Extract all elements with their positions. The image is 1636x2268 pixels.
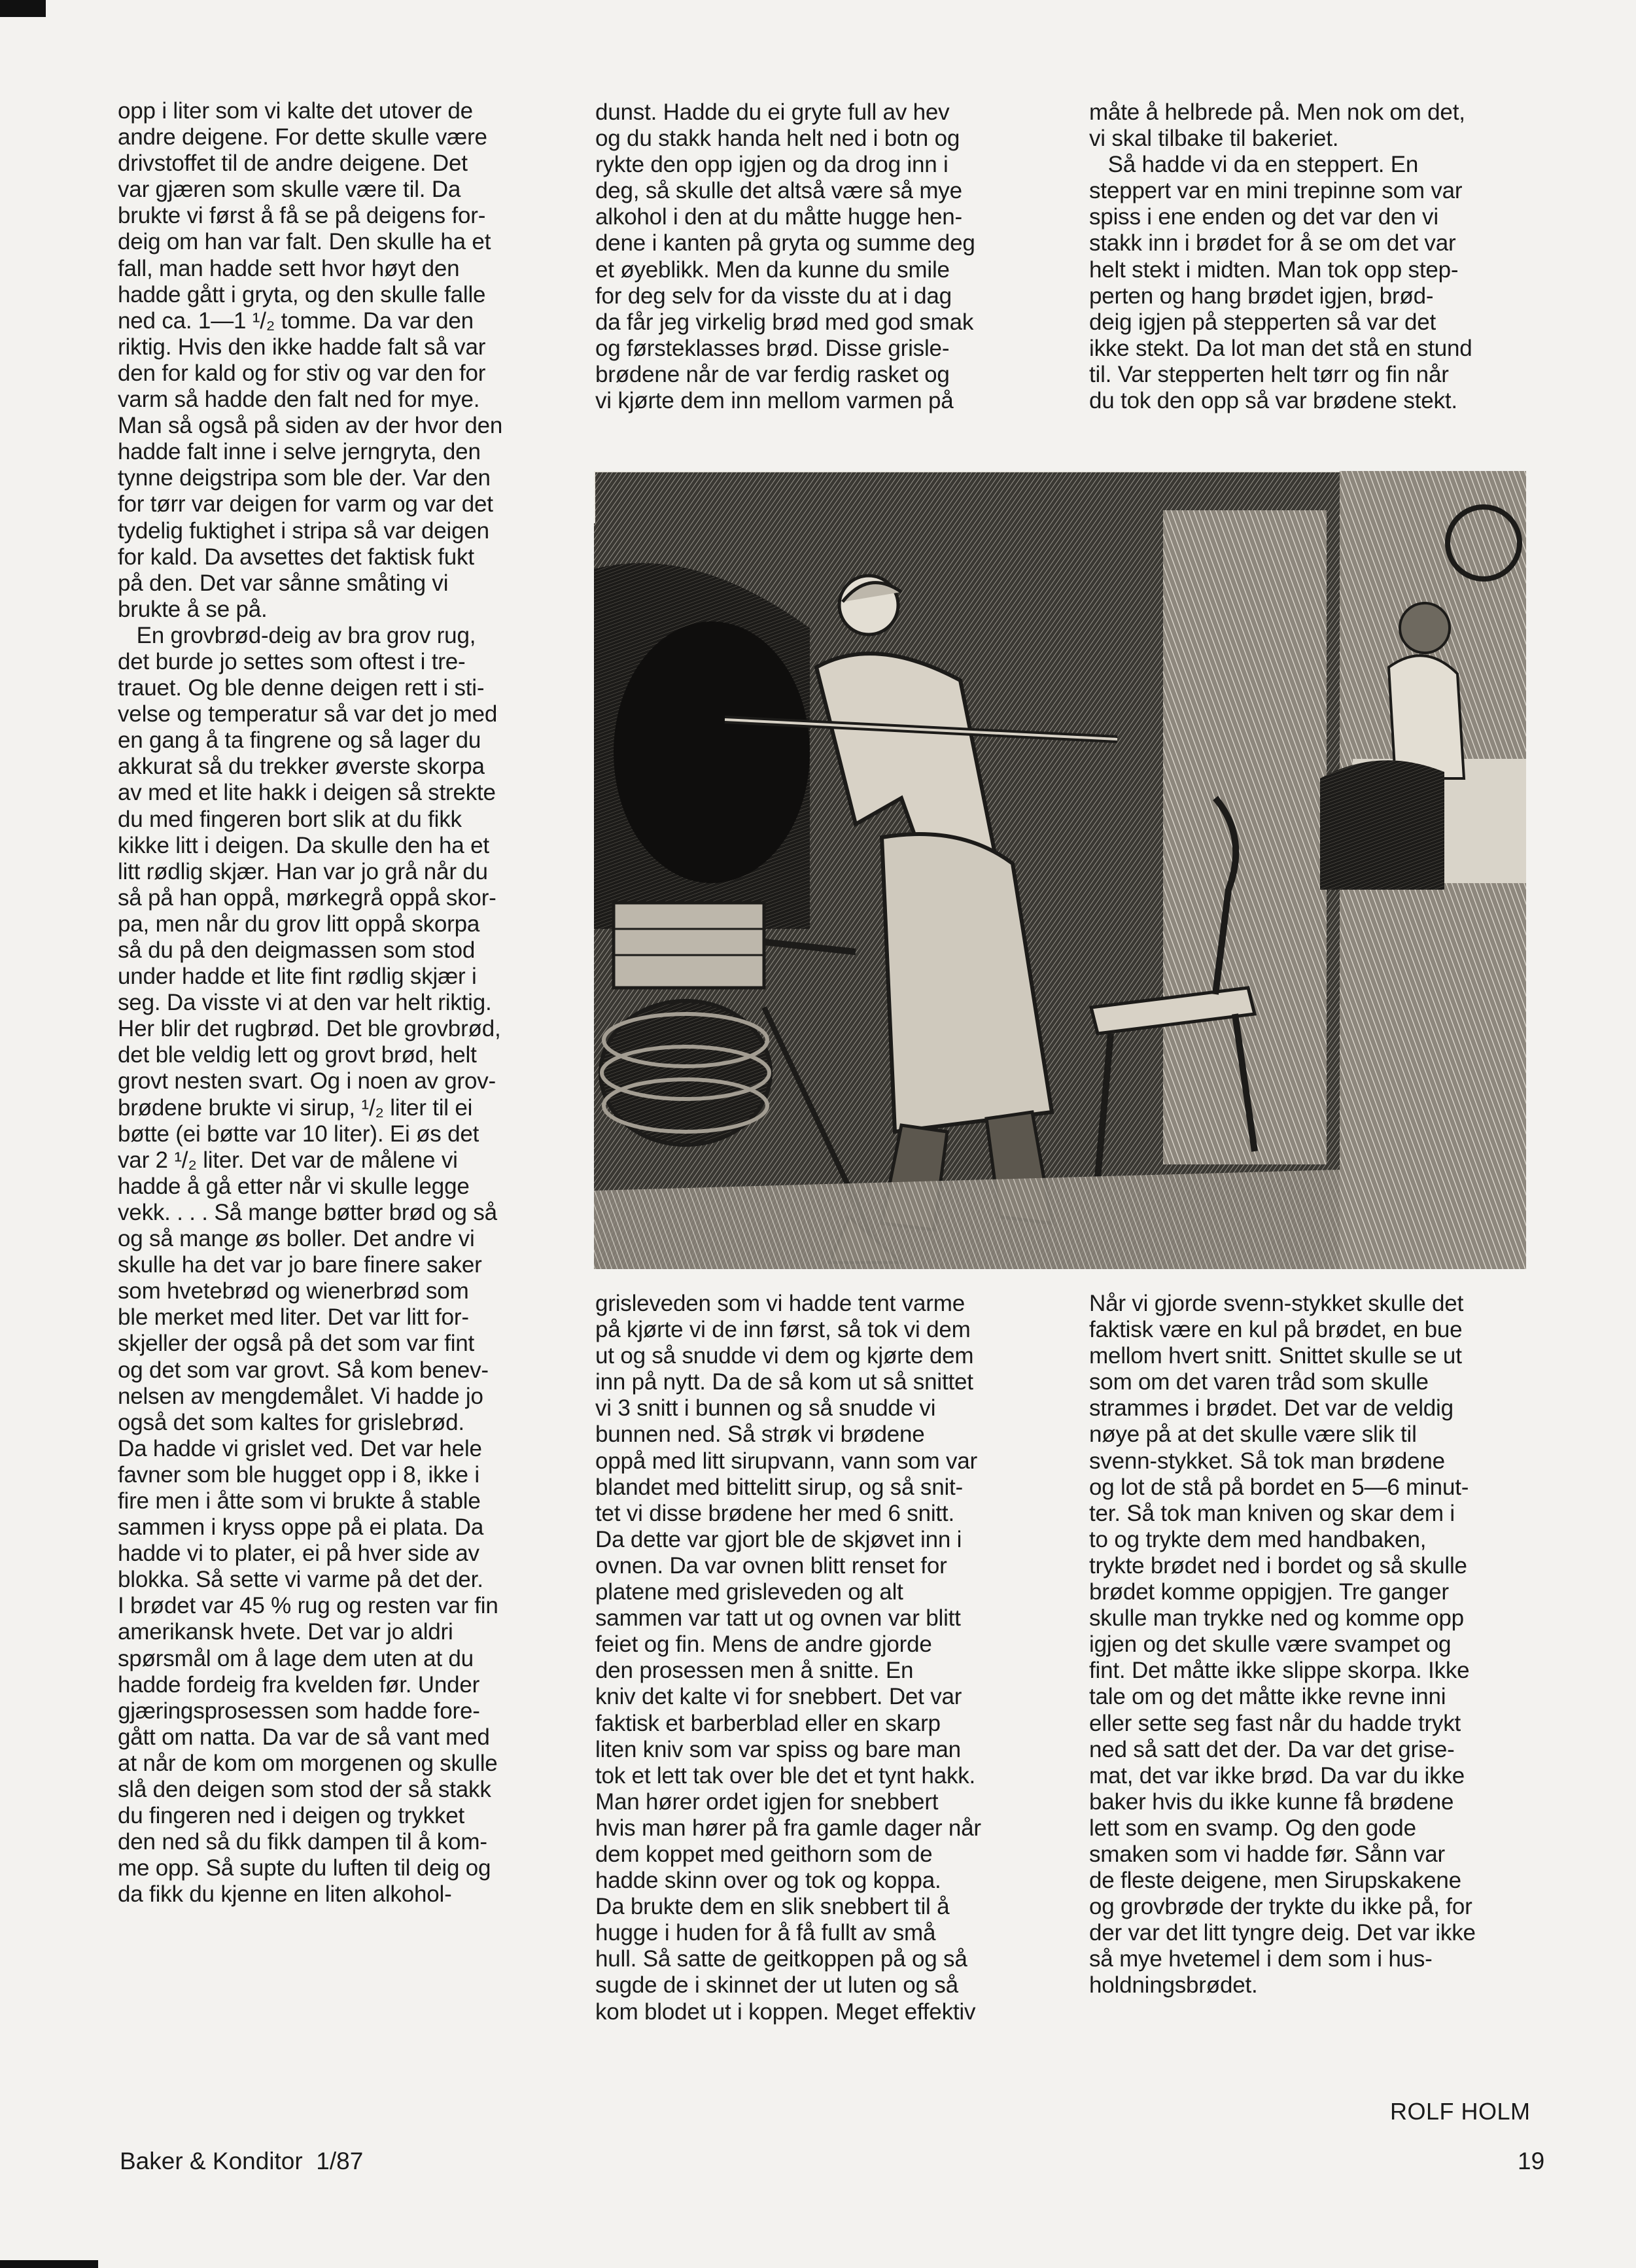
article-column-3-bottom: Når vi gjorde svenn-stykket skulle det faktisk være en kul på brødet, en bue mellom hvert snitt. Snittet skulle se ut som om det varen tråd som skulle strammes i brødet. Det var de veldig nøye på at det skulle være slik til svenn-stykket. Så tok man brødene og lot de stå på bordet en 5—6 minut- ter. Så tok man kniven og skar dem i to og trykte dem med handbaken, trykte brødet ned i bordet og så skulle brødet komme oppigjen. Tre ganger skulle man trykke ned og komme opp igjen og det skulle være svampet og fint. Det måtte ikke slippe skorpa. Ikke tale om og det måtte ikke revne inni eller sette seg fast når du hadde trykt ned så satt det der. Da var det grise- mat, det var ikke brød. Da var du ikke baker hvis du ikke kunne få brødene lett som en svamp. Og den gode smaken som vi hadde før. Sånn var de fleste deigene, men Sirupskakene og grovbrøde der trykte du ikke på, for der var det litt tyngre deig. Det var ikke så mye hvetemel i dem som i hus- holdningsbrødet.	[1089, 1291, 1476, 1998]
scan-edge-mark	[0, 0, 46, 17]
article-column-1: opp i liter som vi kalte det utover de andre deigene. For dette skulle være drivstoffet til de andre deigene. Det var gjæren som skulle være til. Da brukte vi først å få se på deigens for- deig om han var falt. Den skulle ha et fall, man hadde sett hvor høyt den hadde gått i gryta, og den skulle falle ned ca. 1—1 ¹/₂ tomme. Da var den riktig. Hvis den ikke hadde falt så var den for kald og for stiv og var den for varm så hadde den falt ned for mye. Man så også på siden av der hvor den hadde falt inne i selve jerngryta, den tynne deigstripa som ble der. Var den for tørr var deigen for varm og var det tydelig fuktighet i stripa så var deigen for kald. Da avsettes det faktisk fukt på den. Det var sånne småting vi brukte å se på. En grovbrød-deig av bra grov rug, det burde jo settes som oftest i tre- trauet. Og ble denne deigen rett i sti- velse og temperatur så var det jo med en gang å ta fingrene og så lager du akkurat så du trekker øverste skorpa av med et lite hakk i deigen så strekte du med fingeren bort slik at du fikk kikke litt i deigen. Da skulle den ha et litt rødlig skjær. Han var jo grå når du så på han oppå, mørkegrå oppå skor- pa, men når du grov litt oppå skorpa så du på den deigmassen som stod under hadde et lite fint rødlig skjær i seg. Da visste vi at den var helt riktig. Her blir det rugbrød. Det ble grovbrød, det ble veldig lett og grovt brød, helt grovt nesten svart. Og i noen av grov- brødene brukte vi sirup, ¹/₂ liter til ei bøtte (ei bøtte var 10 liter). Ei øs det var 2 ¹/₂ liter. Det var de målene vi hadde å gå etter når vi skulle legge vekk. . . . Så mange bøtter brød og så og så mange øs boller. Det andre vi skulle ha det var jo bare finere saker som hvetebrød og wienerbrød som ble merket med liter. Det var litt for- skjeller der også på det som var fint og det som var grovt. Så kom benev- nelsen av mengdemålet. Vi hadde jo også det som kaltes for grislebrød. Da hadde vi grislet ved. Det var hele favner som ble hugget opp i 8, ikke i fire men i åtte som vi brukte å stable sammen i kryss oppe på ei plata. Da hadde vi to plater, ei på hver side av blokka. Så sette vi varme på det der. I brødet var 45 % rug og resten var fin amerikansk hvete. Det var jo aldri spørsmål om å lage dem uten at du hadde fordeig fra kvelden før. Under gjæringsprosessen som hadde fore- gått om natta. Da var de så vant med at når de kom om morgenen og skulle slå den deigen som stod der så stakk du fingeren ned i deigen og trykket den ned så du fikk dampen til å kom- me opp. Så supte du luften til deig og da fikk du kjenne en liten alkohol-	[118, 98, 503, 1908]
article-column-2-top: dunst. Hadde du ei gryte full av hev og du stakk handa helt ned i botn og rykte den opp igjen og da drog inn i deg, så skulle det altså være så mye alkohol i den at du måtte hugge hen- dene i kanten på gryta og summe deg et øyeblikk. Men da kunne du smile for deg selv for da visste du at i dag da får jeg virkelig brød med god smak og førsteklasses brød. Disse grisle- brødene når de var ferdig rasket og vi kjørte dem inn mellom varmen på	[595, 99, 975, 414]
article-column-2-bottom: grisleveden som vi hadde tent varme på kjørte vi de inn først, så tok vi dem ut og så snudde vi dem og kjørte dem inn på nytt. Da de så kom ut så snittet vi 3 snitt i bunnen og så snudde vi bunnen ned. Så strøk vi brødene oppå med litt sirupvann, vann som var blandet med bittelitt sirup, og så snit- tet vi disse brødene her med 6 snitt. Da dette var gjort ble de skjøvet inn i ovnen. Da var ovnen blitt renset for platene med grisleveden og alt sammen var tatt ut og ovnen var blitt feiet og fin. Mens de andre gjorde den prosessen men å snitte. En kniv det kalte vi for snebbert. Det var faktisk et barberblad eller en skarp liten kniv som var spiss og bare man tok et lett tak over ble det et tynt hakk. Man hører ordet igjen for snebbert hvis man hører på fra gamle dager når dem koppet med geithorn som de hadde skinn over og tok og koppa. Da brukte dem en slik snebbert til å hugge i huden for å få fullt av små hull. Så satte de geitkoppen på og så sugde de i skinnet der ut luten og så kom blodet ut i koppen. Meget effektiv	[595, 1291, 981, 2025]
bakery-engraving-illustration	[594, 471, 1526, 1269]
scan-edge-mark-bottom	[0, 2260, 98, 2268]
publication-footer: Baker & Konditor 1/87	[120, 2148, 364, 2174]
article-column-3-top: måte å helbrede på. Men nok om det, vi skal tilbake til bakeriet. Så hadde vi da en steppert. En steppert var en mini trepinne som var spiss i ene enden og det var den vi stakk inn i brødet for å se om det var helt stekt i midten. Man tok opp step- perten og hang brødet igjen, brød- deig igjen på stepperten så var det ikke stekt. Da lot man det stå en stund til. Var stepperten helt tørr og fin når du tok den opp så var brødene stekt.	[1089, 99, 1472, 414]
page-number: 19	[1518, 2148, 1545, 2174]
author-signature: ROLF HOLM	[1390, 2098, 1531, 2125]
